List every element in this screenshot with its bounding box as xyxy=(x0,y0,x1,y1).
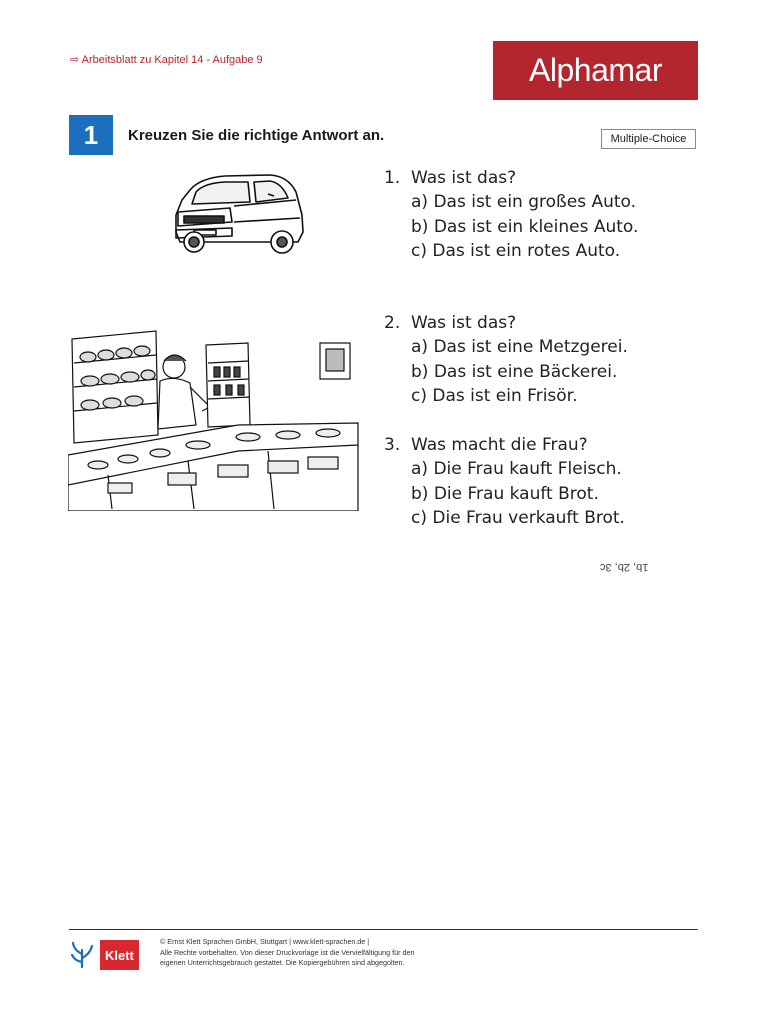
footer-divider xyxy=(69,929,698,930)
answer-option[interactable]: b) Das ist ein kleines Auto. xyxy=(411,216,639,237)
question-number: 1. xyxy=(384,168,401,188)
question-2 xyxy=(384,311,714,408)
bakery-illustration xyxy=(68,315,360,511)
publisher-logo xyxy=(69,939,144,971)
question-number: 2. xyxy=(384,313,401,333)
task-type-badge: Multiple-Choice xyxy=(601,129,696,149)
question-number: 3. xyxy=(384,435,401,455)
legal-line: eigenen Unterrichtsgebrauch gestattet. Die Kopiergebühren sind abgegolten. xyxy=(160,958,405,967)
answer-option[interactable]: c) Das ist ein rotes Auto. xyxy=(411,240,621,261)
answer-option[interactable]: a) Das ist ein großes Auto. xyxy=(411,192,637,213)
task-number-badge: 1 xyxy=(69,115,113,155)
brand-logo: Alphamar xyxy=(493,41,698,100)
car-illustration xyxy=(170,170,308,256)
question-1 xyxy=(384,166,714,263)
klett-leaf-icon xyxy=(69,940,96,970)
question-3 xyxy=(384,433,714,530)
legal-line: © Ernst Klett Sprachen GmbH, Stuttgart | www.klett-sprachen.de | xyxy=(160,937,370,946)
task-instruction: Kreuzen Sie die richtige Antwort an. xyxy=(128,127,385,144)
legal-notice xyxy=(160,937,520,969)
question-text: Was macht die Frau? xyxy=(411,435,588,455)
answer-option[interactable]: b) Die Frau kauft Brot. xyxy=(411,483,599,504)
answer-option[interactable]: b) Das ist eine Bäckerei. xyxy=(411,361,618,382)
answer-option[interactable]: c) Die Frau verkauft Brot. xyxy=(411,507,625,528)
answer-option[interactable]: a) Das ist eine Metzgerei. xyxy=(411,337,628,358)
publisher-logo-text: Klett xyxy=(100,940,139,970)
question-text: Was ist das? xyxy=(411,313,517,333)
question-text: Was ist das? xyxy=(411,168,517,188)
breadcrumb: ⇨ Arbeitsblatt zu Kapitel 14 - Aufgabe 9 xyxy=(70,54,263,66)
legal-line: Alle Rechte vorbehalten. Von dieser Druckvorlage ist die Vervielfältigung für den xyxy=(160,947,415,957)
answer-option[interactable]: a) Die Frau kauft Fleisch. xyxy=(411,459,622,480)
answer-key: 1b, 2b, 3c xyxy=(600,561,649,573)
answer-option[interactable]: c) Das ist ein Frisör. xyxy=(411,385,578,406)
